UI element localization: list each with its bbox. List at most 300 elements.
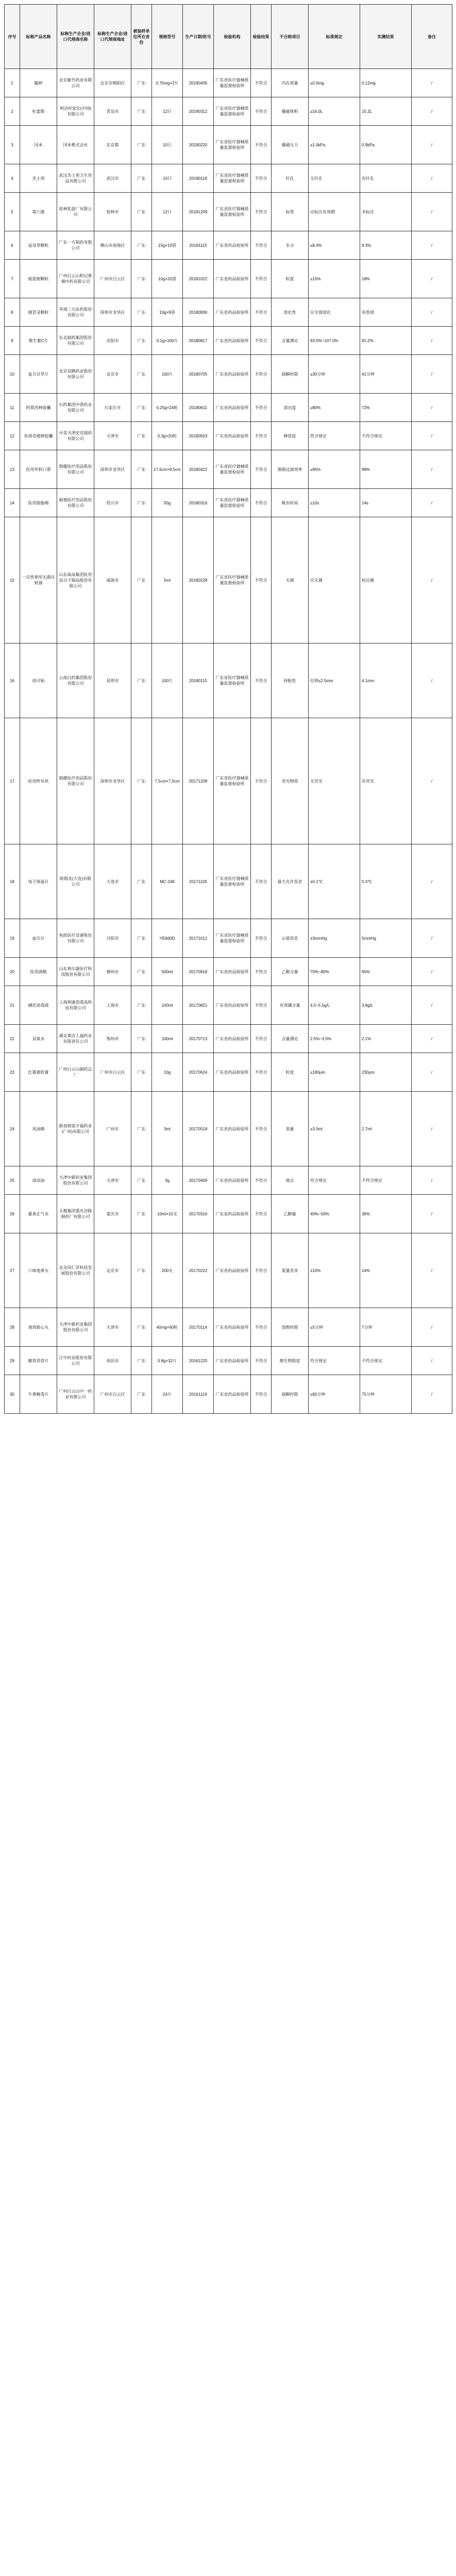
cell-address: 广州市白云区 — [94, 1375, 131, 1414]
cell-remark: / — [412, 1375, 452, 1414]
cell-spec: 50g — [152, 489, 183, 517]
cell-province: 广东 — [131, 1195, 152, 1233]
cell-measured: 41分钟 — [360, 355, 412, 394]
cell-lab: 广东省药品检验所 — [214, 1195, 251, 1233]
cell-product-name: 杰士邦 — [20, 164, 57, 193]
cell-enterprise: 武汉杰士邦卫生用品有限公司 — [57, 164, 94, 193]
cell-spec: 3g — [152, 1166, 183, 1195]
cell-enterprise: 石药集团中诺药业有限公司 — [57, 394, 94, 422]
header-cell: 标称生产企业/进口代理商名称 — [57, 5, 94, 69]
cell-result: 不符合 — [251, 489, 272, 517]
cell-batch: 20190405 — [183, 69, 214, 97]
cell-batch: 20180503 — [183, 422, 214, 450]
cell-failed-item: 粒度 — [272, 260, 309, 298]
cell-enterprise: 欧姆龙(大连)有限公司 — [57, 844, 94, 919]
cell-batch: 20170114 — [183, 1308, 214, 1347]
table-row — [5, 643, 452, 718]
cell-remark: / — [412, 958, 452, 986]
cell-spec: 0.25g×24粒 — [152, 394, 183, 422]
header-cell: 被抽样单位所在省份 — [131, 5, 152, 69]
cell-province: 广东 — [131, 126, 152, 164]
cell-enterprise: 广州白云山中一药业有限公司 — [57, 1375, 94, 1414]
table-row — [5, 1375, 452, 1414]
cell-enterprise: 北京紫竹药业有限公司 — [57, 69, 94, 97]
cell-province: 广东 — [131, 69, 152, 97]
cell-result: 不符合 — [251, 517, 272, 643]
cell-measured: 0.12mg — [360, 69, 412, 97]
cell-enterprise: 华润三九医药股份有限公司 — [57, 298, 94, 327]
cell-serial-no: 18 — [5, 844, 20, 919]
cell-standard: ≤30分钟 — [309, 355, 360, 394]
cell-product-name: 六味地黄丸 — [20, 1233, 57, 1308]
cell-address: 青岛市 — [94, 97, 131, 126]
cell-result: 不符合 — [251, 450, 272, 489]
cell-province: 广东 — [131, 517, 152, 643]
cell-address: 天津市 — [94, 422, 131, 450]
table-row — [5, 958, 452, 986]
cell-result: 不符合 — [251, 1308, 272, 1347]
table-row — [5, 1347, 452, 1375]
cell-spec: 100片 — [152, 643, 183, 718]
cell-measured: 91.2% — [360, 327, 412, 355]
cell-address: 天津市 — [94, 1308, 131, 1347]
cell-enterprise: 云南白药集团股份有限公司 — [57, 643, 94, 718]
cell-spec: 500ml — [152, 958, 183, 986]
cell-serial-no: 2 — [5, 97, 20, 126]
cell-result: 不符合 — [251, 394, 272, 422]
cell-batch: 20180705 — [183, 355, 214, 394]
cell-failed-item: 溶散时限 — [272, 1308, 309, 1347]
cell-failed-item: 针孔 — [272, 164, 309, 193]
cell-lab: 广东省药品检验所 — [214, 1053, 251, 1092]
cell-address: 昆明市 — [94, 643, 131, 718]
cell-failed-item: 内在质量 — [272, 69, 309, 97]
header-cell: 备注 — [412, 5, 452, 69]
cell-standard: ≥16.0L — [309, 97, 360, 126]
cell-enterprise: 稳健医疗用品股份有限公司 — [57, 718, 94, 844]
cell-province: 广东 — [131, 260, 152, 298]
cell-address: 鄂州市 — [94, 1025, 131, 1053]
cell-standard: 无针孔 — [309, 164, 360, 193]
cell-remark: / — [412, 298, 452, 327]
cell-standard: 93.0%~107.0% — [309, 327, 360, 355]
cell-batch: 20180930 — [183, 298, 214, 327]
cell-province: 广东 — [131, 193, 152, 231]
cell-batch: 20170222 — [183, 1233, 214, 1308]
cell-failed-item: 含量测定 — [272, 327, 309, 355]
cell-measured: 有针孔 — [360, 164, 412, 193]
cell-result: 不符合 — [251, 69, 272, 97]
cell-measured: 36% — [360, 1195, 412, 1233]
cell-lab: 广东省医疗器械质量监督检验所 — [214, 97, 251, 126]
cell-lab: 广东省药品检验所 — [214, 327, 251, 355]
cell-serial-no: 24 — [5, 1092, 20, 1166]
cell-result: 不符合 — [251, 958, 272, 986]
cell-batch: 20161119 — [183, 1375, 214, 1414]
cell-serial-no: 12 — [5, 422, 20, 450]
cell-address: 深圳市龙华区 — [94, 718, 131, 844]
cell-address: 广州市 — [94, 1092, 131, 1166]
cell-address: 大连市 — [94, 844, 131, 919]
cell-enterprise: 江中药业股份有限公司 — [57, 1347, 94, 1375]
cell-batch: 20190118 — [183, 164, 214, 193]
cell-product-name: 第六感 — [20, 193, 57, 231]
cell-failed-item: 崩解时限 — [272, 355, 309, 394]
header-cell: 实测结果 — [360, 5, 412, 69]
table-row — [5, 1166, 452, 1195]
cell-lab: 广东省药品检验所 — [214, 1092, 251, 1166]
cell-product-name: 医用外科口罩 — [20, 450, 57, 489]
cell-remark: / — [412, 126, 452, 164]
cell-serial-no: 13 — [5, 450, 20, 489]
cell-batch: 20181209 — [183, 193, 214, 231]
cell-failed-item: 乙醇量 — [272, 1195, 309, 1233]
cell-enterprise: 北京同仁堂科技发展股份有限公司 — [57, 1233, 94, 1308]
cell-standard: 40%~50% — [309, 1195, 360, 1233]
cell-batch: 20170409 — [183, 1166, 214, 1195]
cell-result: 不符合 — [251, 643, 272, 718]
cell-serial-no: 19 — [5, 919, 20, 958]
cell-remark: / — [412, 1347, 452, 1375]
cell-spec: 7.5cm×7.5cm — [152, 718, 183, 844]
cell-serial-no: 21 — [5, 986, 20, 1025]
cell-spec: 10ml×10支 — [152, 1195, 183, 1233]
cell-province: 广东 — [131, 450, 152, 489]
cell-address: 北京市朝阳区 — [94, 69, 131, 97]
cell-spec: 200丸 — [152, 1233, 183, 1308]
cell-serial-no: 25 — [5, 1166, 20, 1195]
cell-product-name: 毓婷 — [20, 69, 57, 97]
cell-result: 不符合 — [251, 260, 272, 298]
cell-standard: ≥3.0ml — [309, 1092, 360, 1166]
cell-enterprise: 天津中新药业集团股份有限公司 — [57, 1166, 94, 1195]
cell-product-name: 红霉素软膏 — [20, 1053, 57, 1092]
cell-product-name: 速效救心丸 — [20, 1308, 57, 1347]
cell-remark: / — [412, 489, 452, 517]
cell-measured: 230μm — [360, 1053, 412, 1092]
cell-enterprise: 山东威高集团医用高分子制品股份有限公司 — [57, 517, 94, 643]
cell-measured: 检出菌 — [360, 517, 412, 643]
cell-failed-item: 重量差异 — [272, 1233, 309, 1308]
cell-failed-item: 微生物限度 — [272, 1347, 309, 1375]
cell-measured: 0.3℃ — [360, 844, 412, 919]
cell-batch: 20190312 — [183, 97, 214, 126]
cell-product-name: 清凉油 — [20, 1166, 57, 1195]
cell-batch: 20180228 — [183, 517, 214, 643]
cell-batch: 20170713 — [183, 1025, 214, 1053]
cell-measured: 不符合规定 — [360, 1347, 412, 1375]
cell-address: 广州市白云区 — [94, 260, 131, 298]
cell-address: 武汉市 — [94, 164, 131, 193]
cell-failed-item: 标签 — [272, 193, 309, 231]
cell-remark: / — [412, 1195, 452, 1233]
cell-product-name: 布洛芬缓释胶囊 — [20, 422, 57, 450]
cell-serial-no: 7 — [5, 260, 20, 298]
cell-remark: / — [412, 1308, 452, 1347]
cell-result: 不符合 — [251, 164, 272, 193]
cell-measured: 65% — [360, 958, 412, 986]
cell-batch: 20161225 — [183, 1347, 214, 1375]
cell-result: 不符合 — [251, 844, 272, 919]
inspection-result-sheet — [4, 4, 452, 1414]
table-row — [5, 1308, 452, 1347]
header-cell: 标称生产企业/进口代理商地址 — [94, 5, 131, 69]
cell-spec: 10g×9袋 — [152, 298, 183, 327]
cell-remark: / — [412, 986, 452, 1025]
cell-batch: 20170518 — [183, 1092, 214, 1166]
cell-lab: 广东省医疗器械质量监督检验所 — [214, 450, 251, 489]
cell-result: 不符合 — [251, 193, 272, 231]
cell-standard: ≤10s — [309, 489, 360, 517]
cell-spec: 0.3g×20粒 — [152, 422, 183, 450]
table-row — [5, 1025, 452, 1053]
cell-spec: YE660D — [152, 919, 183, 958]
cell-enterprise: 冈本株式会社 — [57, 126, 94, 164]
cell-result: 不符合 — [251, 231, 272, 260]
cell-spec: 24片 — [152, 1375, 183, 1414]
cell-serial-no: 28 — [5, 1308, 20, 1347]
cell-measured: 5mmHg — [360, 919, 412, 958]
table-row — [5, 193, 452, 231]
cell-product-name: 杜蕾斯 — [20, 97, 57, 126]
cell-measured: 不符合规定 — [360, 422, 412, 450]
cell-province: 广东 — [131, 355, 152, 394]
table-row — [5, 844, 452, 919]
table-row — [5, 450, 452, 489]
cell-remark: / — [412, 450, 452, 489]
cell-batch: 20180817 — [183, 327, 214, 355]
cell-standard: ≥0.5mg — [309, 69, 360, 97]
table-row — [5, 1195, 452, 1233]
cell-lab: 广东省医疗器械质量监督检验所 — [214, 126, 251, 164]
cell-address: 德州市 — [94, 958, 131, 986]
cell-standard: 无荧光 — [309, 718, 360, 844]
cell-spec: MC-246 — [152, 844, 183, 919]
cell-serial-no: 8 — [5, 298, 20, 327]
cell-province: 广东 — [131, 489, 152, 517]
cell-standard: ≥95% — [309, 450, 360, 489]
cell-enterprise: 广州白云山制药总厂 — [57, 1053, 94, 1092]
cell-serial-no: 23 — [5, 1053, 20, 1092]
cell-batch: 20181115 — [183, 231, 214, 260]
cell-address: 佛山市南海区 — [94, 231, 131, 260]
cell-standard: ≤60分钟 — [309, 1375, 360, 1414]
cell-result: 不符合 — [251, 355, 272, 394]
cell-province: 广东 — [131, 1053, 152, 1092]
cell-address: 绍兴市 — [94, 489, 131, 517]
cell-province: 广东 — [131, 97, 152, 126]
cell-province: 广东 — [131, 422, 152, 450]
cell-failed-item: 熔点 — [272, 1166, 309, 1195]
cell-measured: 2.7ml — [360, 1092, 412, 1166]
cell-spec: 100ml — [152, 986, 183, 1025]
header-cell: 标称产品名称 — [20, 5, 57, 69]
cell-standard: 4.5~5.5g/L — [309, 986, 360, 1025]
table-row — [5, 517, 452, 643]
cell-lab: 广东省医疗器械质量监督检验所 — [214, 193, 251, 231]
cell-failed-item: 释放度 — [272, 422, 309, 450]
cell-address: 东京都 — [94, 126, 131, 164]
cell-lab: 广东省医疗器械质量监督检验所 — [214, 489, 251, 517]
cell-address: 上海市 — [94, 986, 131, 1025]
cell-province: 广东 — [131, 164, 152, 193]
cell-serial-no: 14 — [5, 489, 20, 517]
cell-batch: 20181022 — [183, 260, 214, 298]
cell-province: 广东 — [131, 327, 152, 355]
cell-lab: 广东省医疗器械质量监督检验所 — [214, 69, 251, 97]
cell-enterprise: 广州白云山和记黄埔中药有限公司 — [57, 260, 94, 298]
cell-measured: 15.2L — [360, 97, 412, 126]
cell-address: 深圳市龙华区 — [94, 450, 131, 489]
cell-serial-no: 27 — [5, 1233, 20, 1308]
cell-failed-item: 有效碘含量 — [272, 986, 309, 1025]
cell-measured: 有焦屑 — [360, 298, 412, 327]
cell-remark: / — [412, 97, 452, 126]
cell-product-name: 益母草颗粒 — [20, 231, 57, 260]
cell-standard: ≤8.0% — [309, 231, 360, 260]
cell-remark: / — [412, 394, 452, 422]
table-row — [5, 69, 452, 97]
cell-result: 不符合 — [251, 298, 272, 327]
header-cell: 生产日期/批号 — [183, 5, 214, 69]
cell-spec: 17.5cm×9.5cm — [152, 450, 183, 489]
cell-standard: 符合规定 — [309, 1347, 360, 1375]
table-row — [5, 126, 452, 164]
cell-address: 北京市 — [94, 355, 131, 394]
cell-address: 沈阳市 — [94, 327, 131, 355]
cell-serial-no: 26 — [5, 1195, 20, 1233]
cell-standard: 70%~80% — [309, 958, 360, 986]
cell-remark: / — [412, 919, 452, 958]
cell-failed-item: 崩解时限 — [272, 1375, 309, 1414]
cell-province: 广东 — [131, 1308, 152, 1347]
cell-batch: 20170918 — [183, 958, 214, 986]
cell-product-name: 碘伏消毒液 — [20, 986, 57, 1025]
cell-lab: 广东省药品检验所 — [214, 958, 251, 986]
cell-lab: 广东省药品检验所 — [214, 1375, 251, 1414]
header-cell: 检验机构 — [214, 5, 251, 69]
cell-serial-no: 1 — [5, 69, 20, 97]
cell-lab: 广东省医疗器械质量监督检验所 — [214, 643, 251, 718]
table-row — [5, 1233, 452, 1308]
table-row — [5, 1053, 452, 1092]
cell-lab: 广东省医疗器械质量监督检验所 — [214, 844, 251, 919]
cell-spec: 100片 — [152, 355, 183, 394]
cell-serial-no: 17 — [5, 718, 20, 844]
header-cell: 不合格项目 — [272, 5, 309, 69]
cell-measured: 2.1% — [360, 1025, 412, 1053]
cell-failed-item: 乙醇含量 — [272, 958, 309, 986]
cell-enterprise: 中美天津史克制药有限公司 — [57, 422, 94, 450]
cell-standard: 应全部溶化 — [309, 298, 360, 327]
cell-batch: 20171105 — [183, 844, 214, 919]
cell-lab: 广东省药品检验所 — [214, 355, 251, 394]
table-row — [5, 327, 452, 355]
cell-product-name: 藿香正气水 — [20, 1195, 57, 1233]
cell-result: 不符合 — [251, 986, 272, 1025]
cell-result: 不符合 — [251, 718, 272, 844]
cell-lab: 广东省药品检验所 — [214, 1347, 251, 1375]
cell-remark: / — [412, 844, 452, 919]
cell-failed-item: 装量 — [272, 1092, 309, 1166]
cell-address: 重庆市 — [94, 1195, 131, 1233]
cell-province: 广东 — [131, 231, 152, 260]
cell-remark: / — [412, 231, 452, 260]
cell-lab: 广东省医疗器械质量监督检验所 — [214, 718, 251, 844]
cell-province: 广东 — [131, 298, 152, 327]
cell-remark: / — [412, 1166, 452, 1195]
cell-measured: 3.8g/L — [360, 986, 412, 1025]
cell-measured: 未标注 — [360, 193, 412, 231]
cell-spec: 40mg×60粒 — [152, 1308, 183, 1347]
table-row — [5, 718, 452, 844]
cell-failed-item: 粒度 — [272, 1053, 309, 1092]
cell-serial-no: 16 — [5, 643, 20, 718]
cell-standard: 符合规定 — [309, 422, 360, 450]
cell-enterprise: 东北制药集团股份有限公司 — [57, 327, 94, 355]
table-row — [5, 919, 452, 958]
cell-result: 不符合 — [251, 1233, 272, 1308]
cell-standard: ≤5分钟 — [309, 1308, 360, 1347]
cell-remark: / — [412, 1053, 452, 1092]
cell-measured: 7分钟 — [360, 1308, 412, 1347]
cell-province: 广东 — [131, 1092, 152, 1166]
cell-province: 广东 — [131, 718, 152, 844]
cell-enterprise: 新加坡梁介福药业(广州)有限公司 — [57, 1092, 94, 1166]
header-cell: 规格型号 — [152, 5, 183, 69]
cell-province: 广东 — [131, 1347, 152, 1375]
cell-serial-no: 11 — [5, 394, 20, 422]
cell-address: 北京市 — [94, 1233, 131, 1308]
cell-batch: 20170316 — [183, 1195, 214, 1233]
cell-standard: 位移≤2.5mm — [309, 643, 360, 718]
cell-remark: / — [412, 517, 452, 643]
cell-product-name: 医用脱脂棉 — [20, 489, 57, 517]
inspection-result-table — [4, 4, 452, 1414]
cell-product-name: 创可贴 — [20, 643, 57, 718]
header-cell: 检验结果 — [251, 5, 272, 69]
table-row — [5, 260, 452, 298]
cell-failed-item: 最大允许误差 — [272, 844, 309, 919]
cell-measured: 9.3% — [360, 231, 412, 260]
cell-serial-no: 10 — [5, 355, 20, 394]
cell-remark: / — [412, 69, 452, 97]
cell-result: 不符合 — [251, 919, 272, 958]
cell-enterprise: 广东一方制药有限公司 — [57, 231, 94, 260]
cell-product-name: 一次性使用无菌注射器 — [20, 517, 57, 643]
cell-product-name: 冈本 — [20, 126, 57, 164]
table-row — [5, 394, 452, 422]
cell-enterprise: 天津中新药业集团股份有限公司 — [57, 1308, 94, 1347]
cell-spec: 100ml — [152, 1025, 183, 1053]
cell-failed-item: 爆破压力 — [272, 126, 309, 164]
cell-enterprise: 稳健医疗用品股份有限公司 — [57, 450, 94, 489]
cell-address: 深圳市龙华区 — [94, 298, 131, 327]
cell-address: 南昌市 — [94, 1347, 131, 1375]
cell-batch: 20180316 — [183, 489, 214, 517]
cell-serial-no: 6 — [5, 231, 20, 260]
cell-batch: 20170821 — [183, 986, 214, 1025]
cell-enterprise: 桂林乳胶厂有限公司 — [57, 193, 94, 231]
cell-measured: 4.1mm — [360, 643, 412, 718]
table-row — [5, 164, 452, 193]
cell-product-name: 复方甘草片 — [20, 355, 57, 394]
cell-serial-no: 4 — [5, 164, 20, 193]
cell-standard: ≤180μm — [309, 1053, 360, 1092]
cell-measured: 18% — [360, 260, 412, 298]
cell-standard: 符合规定 — [309, 1166, 360, 1195]
cell-standard: ≥80% — [309, 394, 360, 422]
